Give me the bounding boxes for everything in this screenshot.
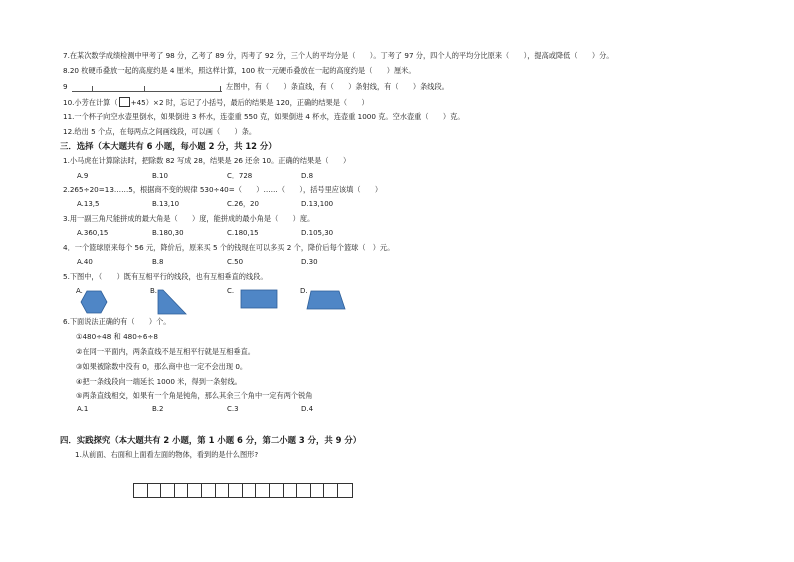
grid-cell [229,484,243,497]
question-8: 8.20 枚硬币叠放一起的高度约是 4 厘米，照这样计算，100 枚一元硬币叠放在一起的高度约是（ ）厘米。 [63,66,416,75]
option-c: C.26，20 [227,200,259,208]
choice-question-4: 4．一个篮球原来每个 56 元，降价后，原来买 5 个的钱现在可以多买 2 个，降价后每个篮球（ ）元。 [63,243,395,252]
option-d: D.13,100 [301,200,334,208]
option-a: A.360,15 [77,229,109,237]
option-d: D.4 [301,405,314,413]
option-b-label: B. [150,287,158,295]
answer-grid [133,483,353,498]
question-10-part-b: +45）×2 时，忘记了小括号，最后的结果是 120，正确的结果是（ ） [130,98,369,107]
grid-cell [324,484,338,497]
option-a: A.1 [77,405,89,413]
option-b: B.180,30 [152,229,184,237]
question-12: 12.给出 5 个点，在每两点之间画线段，可以画（ ）条。 [63,127,257,136]
grid-cell [256,484,270,497]
option-c-label: C. [227,287,235,295]
choice-question-2: 2.265÷20=13……5，根据商不变的规律 530÷40=（ ）……（ ），括号里应该填（ ） [63,185,383,194]
option-a: A.40 [77,258,93,266]
question-11: 11.一个杯子向空水壶里倒水，如果倒进 3 杯水，连壶重 550 克，如果倒进 4 杯水，连壶重 1000 克。空水壶重（ ）克。 [63,112,465,121]
right-trapezoid-figure [157,289,187,315]
grid-cell [338,484,352,497]
option-a: A.13,5 [77,200,100,208]
choice-question-3: 3.用一副三角尺能拼成的最大角是（ ）度，能拼成的最小角是（ ）度。 [63,214,315,223]
statement-4: ④把一条线段向一端延长 1000 米，得到一条射线。 [76,377,242,386]
choice-question-6: 6.下面说法正确的有（ ）个。 [63,317,171,326]
option-a-label: A. [76,287,83,295]
question-9: 左图中，有（ ）条直线，有（ ）条射线，有（ ）条线段。 [226,82,449,91]
option-b: B.13,10 [152,200,180,208]
grid-cell [175,484,189,497]
option-a: A.9 [77,172,89,180]
grid-cell [202,484,216,497]
line-figure [72,82,222,92]
option-b: B.10 [152,172,168,180]
option-d: D.8 [301,172,314,180]
section-3-heading: 三．选择（本大题共有 6 小题，每小题 2 分，共 12 分） [60,141,277,151]
option-b: B.8 [152,258,164,266]
statement-3: ③如果被除数中没有 0，那么商中也一定不会出现 0。 [76,362,248,371]
question-10 [63,97,369,107]
choice-question-5: 5.下图中，（ ）既有互相平行的线段，也有互相垂直的线段。 [63,272,268,281]
statement-2: ②在同一平面内，两条直线不是互相平行就是互相垂直。 [76,347,255,356]
option-d: D.30 [301,258,318,266]
grid-cell [216,484,230,497]
practice-question-1: 1.从前面、右面和上面看左面的物体，看到的是什么图形? [75,450,259,459]
grid-cell [311,484,325,497]
option-c: C．728 [227,172,253,180]
statement-5: ⑤两条直线相交，如果有一个角是钝角，那么其余三个角中一定有两个锐角 [76,391,313,400]
grid-cell [284,484,298,497]
grid-cell [243,484,257,497]
section-4-heading: 四．实践探究（本大题共有 2 小题，第 1 小题 6 分，第二小题 3 分，共 9 分） [60,435,362,445]
option-c: C.180,15 [227,229,259,237]
question-9-number: 9 [63,82,68,91]
grid-cell [134,484,148,497]
grid-cell [297,484,311,497]
option-d-label: D. [300,287,308,295]
option-d: D.105,30 [301,229,334,237]
trapezoid-figure [306,290,346,310]
blank-box [119,97,130,107]
question-10-part-a: 10.小芳在计算（ [63,98,118,107]
hexagon-figure [80,290,108,314]
grid-cell [161,484,175,497]
rectangle-figure [240,289,278,309]
option-b: B.2 [152,405,164,413]
grid-cell [188,484,202,497]
statement-1: ①480÷48 和 480÷6÷8 [76,332,158,341]
grid-cell [148,484,162,497]
grid-cell [270,484,284,497]
question-7: 7.在某次数学成绩检测中甲考了 98 分，乙考了 89 分，丙考了 92 分，三个人的平均分是（ ）。丁考了 97 分，四个人的平均分比原来（ ），提高或降低（ ）分。 [63,51,614,60]
option-c: C.50 [227,258,244,266]
choice-question-1: 1.小马虎在计算除法时，把除数 82 写成 28，结果是 26 还余 10。正确的结果是（ ） [63,156,351,165]
option-c: C.3 [227,405,239,413]
